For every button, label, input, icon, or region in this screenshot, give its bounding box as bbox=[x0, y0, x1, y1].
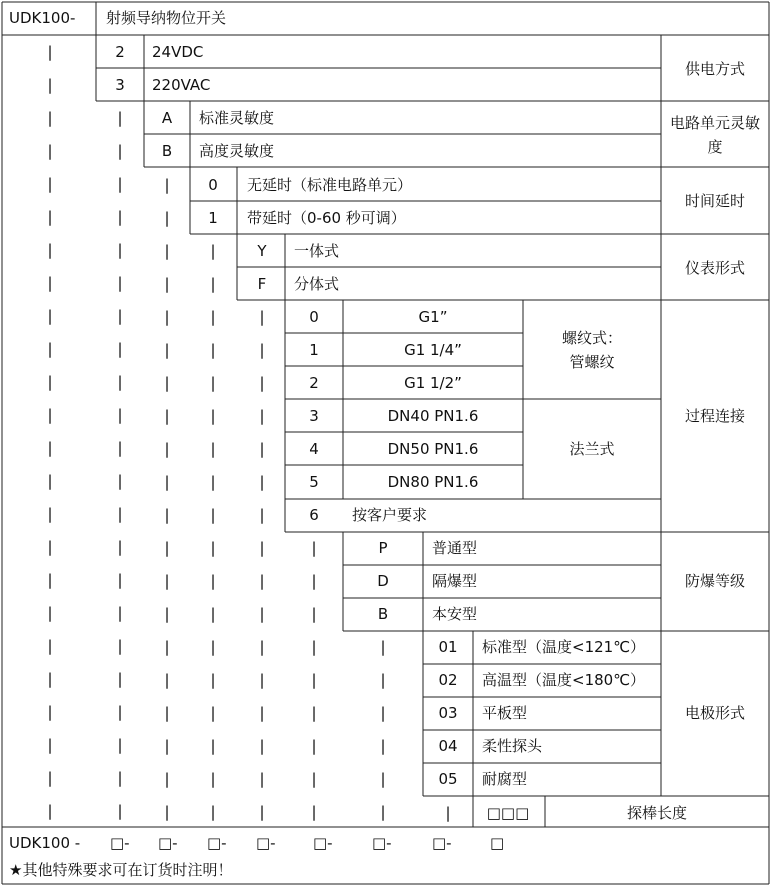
model-slot-5: □- bbox=[313, 834, 333, 852]
thread-group-label: 螺纹式：管螺纹 bbox=[561, 329, 622, 371]
process-code-1: 1 bbox=[309, 341, 319, 359]
electrode-label-1: 标准型（温度<121℃） bbox=[482, 638, 646, 656]
continuation-bar: | bbox=[45, 736, 55, 754]
continuation-bar: | bbox=[45, 406, 55, 424]
continuation-bar: | bbox=[45, 538, 55, 556]
continuation-bar: | bbox=[162, 440, 172, 458]
continuation-bar: | bbox=[162, 374, 172, 392]
continuation-bar: | bbox=[208, 803, 218, 821]
process-label-5: DN80 PN1.6 bbox=[387, 473, 479, 491]
electrode-category-title: 电极形式 bbox=[684, 704, 746, 722]
continuation-bar: | bbox=[378, 638, 388, 656]
probe-length-boxes: □□□ bbox=[486, 804, 530, 822]
continuation-bar: | bbox=[257, 473, 267, 491]
continuation-bar: | bbox=[115, 340, 125, 358]
continuation-bar: | bbox=[208, 242, 218, 260]
order-note: ★其他特殊要求可在订货时注明！ bbox=[9, 861, 233, 879]
continuation-bar: | bbox=[257, 671, 267, 689]
process-code-4: 4 bbox=[309, 440, 319, 458]
electrode-code-4: 04 bbox=[438, 737, 458, 755]
continuation-bar: | bbox=[257, 506, 267, 524]
continuation-bar: | bbox=[309, 704, 319, 722]
power-label-2: 220VAC bbox=[152, 76, 211, 94]
delay-code-2: 1 bbox=[208, 209, 218, 227]
model-slot-4: □- bbox=[256, 834, 276, 852]
continuation-bar: | bbox=[257, 737, 267, 755]
continuation-bar: | bbox=[115, 274, 125, 292]
continuation-bar: | bbox=[45, 769, 55, 787]
continuation-bar: | bbox=[162, 572, 172, 590]
continuation-bar: | bbox=[257, 440, 267, 458]
continuation-bar: | bbox=[208, 605, 218, 623]
continuation-bar: | bbox=[378, 737, 388, 755]
continuation-bar: | bbox=[115, 439, 125, 457]
meter-code-2: F bbox=[257, 275, 267, 293]
continuation-bar: | bbox=[208, 506, 218, 524]
electrode-label-3: 平板型 bbox=[482, 704, 528, 722]
continuation-bar: | bbox=[45, 175, 55, 193]
explosion-category-title: 防爆等级 bbox=[684, 572, 746, 590]
model-slot-8: □ bbox=[490, 834, 505, 852]
continuation-bar: | bbox=[378, 704, 388, 722]
continuation-bar: | bbox=[208, 704, 218, 722]
continuation-bar: | bbox=[115, 307, 125, 325]
continuation-bar: | bbox=[115, 505, 125, 523]
power-code-1: 2 bbox=[115, 43, 125, 61]
process-code-0: 0 bbox=[309, 308, 319, 326]
continuation-bar: | bbox=[115, 208, 125, 226]
process-code-5: 5 bbox=[309, 473, 319, 491]
continuation-bar: | bbox=[162, 275, 172, 293]
explosion-label-2: 隔爆型 bbox=[432, 572, 478, 590]
continuation-bar: | bbox=[162, 308, 172, 326]
continuation-bar: | bbox=[257, 803, 267, 821]
meter-label-1: 一体式 bbox=[294, 242, 340, 260]
continuation-bar: | bbox=[257, 341, 267, 359]
continuation-bar: | bbox=[309, 671, 319, 689]
continuation-bar: | bbox=[208, 770, 218, 788]
continuation-bar: | bbox=[45, 439, 55, 457]
continuation-bar: | bbox=[257, 638, 267, 656]
process-code-6: 6 bbox=[309, 506, 319, 524]
continuation-bar: | bbox=[162, 539, 172, 557]
continuation-bar: | bbox=[115, 769, 125, 787]
power-code-2: 3 bbox=[115, 76, 125, 94]
meter-category-title: 仪表形式 bbox=[684, 259, 746, 277]
explosion-code-3: B bbox=[377, 605, 389, 623]
continuation-bar: | bbox=[378, 770, 388, 788]
continuation-bar: | bbox=[162, 737, 172, 755]
continuation-bar: | bbox=[115, 142, 125, 160]
continuation-bar: | bbox=[378, 671, 388, 689]
continuation-bar: | bbox=[45, 472, 55, 490]
continuation-bar: | bbox=[208, 473, 218, 491]
continuation-bar: | bbox=[45, 637, 55, 655]
continuation-bar: | bbox=[45, 340, 55, 358]
continuation-bar: | bbox=[443, 804, 453, 822]
electrode-code-3: 03 bbox=[438, 704, 458, 722]
continuation-bar: | bbox=[115, 604, 125, 622]
electrode-code-5: 05 bbox=[438, 770, 458, 788]
delay-code-1: 0 bbox=[208, 176, 218, 194]
electrode-label-2: 高温型（温度<180℃） bbox=[482, 671, 646, 689]
continuation-bar: | bbox=[208, 374, 218, 392]
continuation-bar: | bbox=[115, 736, 125, 754]
power-category-title: 供电方式 bbox=[684, 60, 746, 78]
electrode-code-2: 02 bbox=[438, 671, 458, 689]
continuation-bar: | bbox=[257, 704, 267, 722]
process-label-0: G1” bbox=[418, 308, 448, 326]
model-code-prefix: UDK100 - bbox=[9, 834, 81, 852]
continuation-bar: | bbox=[162, 803, 172, 821]
probe-length-title: 探棒长度 bbox=[626, 804, 688, 822]
explosion-label-1: 普通型 bbox=[432, 539, 478, 557]
continuation-bar: | bbox=[45, 43, 55, 61]
explosion-code-1: P bbox=[378, 539, 388, 557]
continuation-bar: | bbox=[309, 605, 319, 623]
continuation-bar: | bbox=[208, 440, 218, 458]
continuation-bar: | bbox=[45, 76, 55, 94]
continuation-bar: | bbox=[257, 308, 267, 326]
continuation-bar: | bbox=[45, 571, 55, 589]
electrode-code-1: 01 bbox=[438, 638, 458, 656]
continuation-bar: | bbox=[162, 341, 172, 359]
sensitivity-label-1: 标准灵敏度 bbox=[199, 109, 275, 127]
header-prefix: UDK100- bbox=[9, 9, 76, 27]
continuation-bar: | bbox=[208, 572, 218, 590]
sensitivity-code-2: B bbox=[161, 142, 173, 160]
continuation-bar: | bbox=[115, 406, 125, 424]
continuation-bar: | bbox=[162, 605, 172, 623]
continuation-bar: | bbox=[162, 242, 172, 260]
continuation-bar: | bbox=[208, 407, 218, 425]
continuation-bar: | bbox=[115, 241, 125, 259]
model-slot-1: □- bbox=[110, 834, 130, 852]
continuation-bar: | bbox=[162, 671, 172, 689]
continuation-bar: | bbox=[309, 572, 319, 590]
continuation-bar: | bbox=[45, 241, 55, 259]
continuation-bar: | bbox=[162, 704, 172, 722]
continuation-bar: | bbox=[115, 670, 125, 688]
continuation-bar: | bbox=[115, 703, 125, 721]
continuation-bar: | bbox=[208, 671, 218, 689]
process-category-title: 过程连接 bbox=[684, 407, 746, 425]
product-name: 射频导纳物位开关 bbox=[106, 9, 227, 27]
continuation-bar: | bbox=[208, 308, 218, 326]
continuation-bar: | bbox=[208, 341, 218, 359]
model-slot-6: □- bbox=[372, 834, 392, 852]
continuation-bar: | bbox=[45, 505, 55, 523]
process-label-1: G1 1/4” bbox=[404, 341, 462, 359]
continuation-bar: | bbox=[309, 737, 319, 755]
continuation-bar: | bbox=[45, 703, 55, 721]
continuation-bar: | bbox=[378, 803, 388, 821]
continuation-bar: | bbox=[208, 539, 218, 557]
continuation-bar: | bbox=[208, 737, 218, 755]
continuation-bar: | bbox=[162, 176, 172, 194]
continuation-bar: | bbox=[45, 109, 55, 127]
explosion-label-3: 本安型 bbox=[432, 605, 478, 623]
continuation-bar: | bbox=[162, 209, 172, 227]
continuation-bar: | bbox=[309, 803, 319, 821]
explosion-code-2: D bbox=[377, 572, 389, 590]
process-label-3: DN40 PN1.6 bbox=[387, 407, 479, 425]
continuation-bar: | bbox=[115, 109, 125, 127]
model-slot-7: □- bbox=[432, 834, 452, 852]
continuation-bar: | bbox=[162, 638, 172, 656]
flange-group-label: 法兰式 bbox=[569, 440, 615, 458]
delay-category-title: 时间延时 bbox=[684, 192, 746, 210]
continuation-bar: | bbox=[115, 802, 125, 820]
model-slot-2: □- bbox=[158, 834, 178, 852]
electrode-label-5: 耐腐型 bbox=[482, 770, 528, 788]
continuation-bar: | bbox=[115, 175, 125, 193]
continuation-bar: | bbox=[208, 275, 218, 293]
process-label-2: G1 1/2” bbox=[404, 374, 462, 392]
continuation-bar: | bbox=[115, 637, 125, 655]
continuation-bar: | bbox=[45, 307, 55, 325]
process-code-3: 3 bbox=[309, 407, 319, 425]
delay-label-1: 无延时（标准电路单元） bbox=[247, 176, 413, 194]
continuation-bar: | bbox=[257, 407, 267, 425]
sensitivity-code-1: A bbox=[161, 109, 173, 127]
continuation-bar: | bbox=[208, 638, 218, 656]
continuation-bar: | bbox=[309, 539, 319, 557]
continuation-bar: | bbox=[115, 538, 125, 556]
continuation-bar: | bbox=[309, 770, 319, 788]
process-label-4: DN50 PN1.6 bbox=[387, 440, 479, 458]
continuation-bar: | bbox=[257, 605, 267, 623]
continuation-bar: | bbox=[115, 571, 125, 589]
process-label-6: 按客户要求 bbox=[352, 506, 428, 524]
sensitivity-category-title: 电路单元灵敏度 bbox=[670, 114, 761, 156]
continuation-bar: | bbox=[257, 539, 267, 557]
delay-label-2: 带延时（0-60 秒可调） bbox=[247, 209, 406, 227]
continuation-bar: | bbox=[162, 506, 172, 524]
continuation-bar: | bbox=[162, 407, 172, 425]
electrode-label-4: 柔性探头 bbox=[482, 737, 543, 755]
continuation-bar: | bbox=[162, 770, 172, 788]
continuation-bar: | bbox=[45, 802, 55, 820]
continuation-bar: | bbox=[257, 374, 267, 392]
sensitivity-label-2: 高度灵敏度 bbox=[199, 142, 275, 160]
continuation-bar: | bbox=[45, 142, 55, 160]
continuation-bar: | bbox=[45, 373, 55, 391]
continuation-bar: | bbox=[115, 373, 125, 391]
continuation-bar: | bbox=[45, 670, 55, 688]
continuation-bar: | bbox=[45, 274, 55, 292]
continuation-bar: | bbox=[257, 770, 267, 788]
continuation-bar: | bbox=[309, 638, 319, 656]
model-slot-3: □- bbox=[207, 834, 227, 852]
power-label-1: 24VDC bbox=[152, 43, 204, 61]
continuation-bar: | bbox=[45, 604, 55, 622]
continuation-bar: | bbox=[45, 208, 55, 226]
meter-label-2: 分体式 bbox=[294, 275, 340, 293]
process-code-2: 2 bbox=[309, 374, 319, 392]
continuation-bar: | bbox=[257, 572, 267, 590]
continuation-bar: | bbox=[162, 473, 172, 491]
meter-code-1: Y bbox=[257, 242, 267, 260]
continuation-bar: | bbox=[115, 472, 125, 490]
